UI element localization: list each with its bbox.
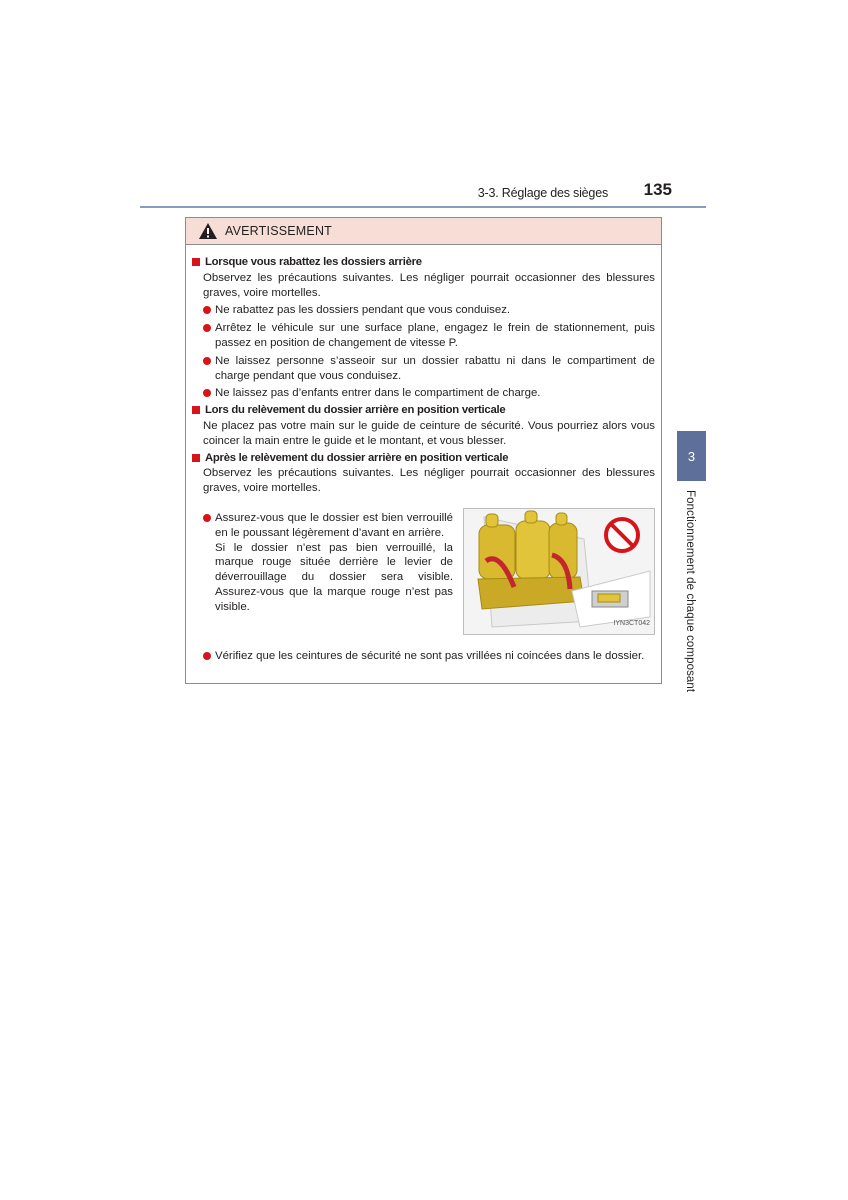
figure-row: [189, 508, 655, 635]
warning-header: [186, 218, 661, 245]
red-dot-icon: [203, 324, 211, 332]
figure-id: IYN3CT042: [613, 620, 650, 628]
warning-body: [186, 245, 661, 664]
list-item: [203, 354, 655, 384]
section-heading-text: Lors du relèvement du dossier arrière en position verticale: [205, 404, 506, 417]
list-item: [203, 321, 655, 351]
section-paragraph: Observez les précautions suivantes. Les négliger pourrait occasionner des blessures graves, voire mortelles.: [203, 271, 655, 299]
list-item-text: Ne laissez pas d’enfants entrer dans le compartiment de charge.: [215, 387, 541, 400]
section-paragraph: Ne placez pas votre main sur le guide de ceinture de sécurité. Vous pourriez alors vous coincer la main entre le guide et le montant, et vous blesser.: [203, 419, 655, 447]
section-title: 3-3. Réglage des sièges: [477, 186, 608, 200]
seat-lock-illustration: [463, 508, 655, 635]
chapter-label: Fonctionnement de chaque composant: [684, 490, 696, 693]
section-heading-text: Lorsque vous rabattez les dossiers arrière: [205, 256, 422, 268]
red-dot-icon: [203, 514, 211, 522]
list-item: [203, 511, 453, 635]
warning-triangle-icon: [198, 222, 218, 240]
chapter-tab: 3: [677, 431, 706, 481]
page-header: [140, 178, 706, 208]
list-item: [203, 303, 655, 318]
red-dot-icon: [203, 306, 211, 314]
red-dot-icon: [203, 652, 211, 660]
section-heading: [189, 255, 655, 270]
list-item-line: Assurez-vous que le dossier est bien verrouillé en le poussant légèrement d’avant en arrière.: [215, 511, 453, 539]
section-paragraph: Observez les précautions suivantes. Les négliger pourrait occasionner des blessures graves, voire mortelles.: [203, 467, 655, 495]
section-heading-text: Après le relèvement du dossier arrière en position verticale: [205, 451, 509, 464]
red-square-icon: [192, 406, 200, 414]
red-dot-icon: [203, 389, 211, 397]
warning-box: [185, 217, 662, 684]
section-heading: [189, 451, 655, 466]
red-dot-icon: [203, 357, 211, 365]
list-item: [203, 386, 655, 401]
rear-seat-illustration: [464, 509, 654, 634]
list-item: [203, 649, 655, 664]
warning-title: AVERTISSEMENT: [225, 224, 333, 238]
list-item-text: [215, 511, 453, 615]
list-item-text: Vérifiez que les ceintures de sécurité ne sont pas vrillées ni coincées dans le dossier.: [215, 649, 645, 662]
header-rule: [140, 206, 706, 208]
red-square-icon: [192, 258, 200, 266]
list-item-text: Ne laissez personne s’asseoir sur un dossier rabattu ni dans le compartiment de charge pendant que vous conduisez.: [215, 354, 655, 382]
page-number: 135: [643, 180, 672, 199]
section-heading: [189, 403, 655, 418]
list-item-text: Ne rabattez pas les dossiers pendant que vous conduisez.: [215, 304, 511, 317]
list-item-text: Arrêtez le véhicule sur une surface plane, engagez le frein de stationnement, puis passez en position de changement de vitesse P.: [215, 322, 655, 349]
list-item-line: Si le dossier n’est pas bien verrouillé, la marque rouge située derrière le levier de déverrouillage du dossier sera visible. Assurez-vous que la marque rouge n’est pas visible.: [215, 541, 453, 613]
red-square-icon: [192, 454, 200, 462]
